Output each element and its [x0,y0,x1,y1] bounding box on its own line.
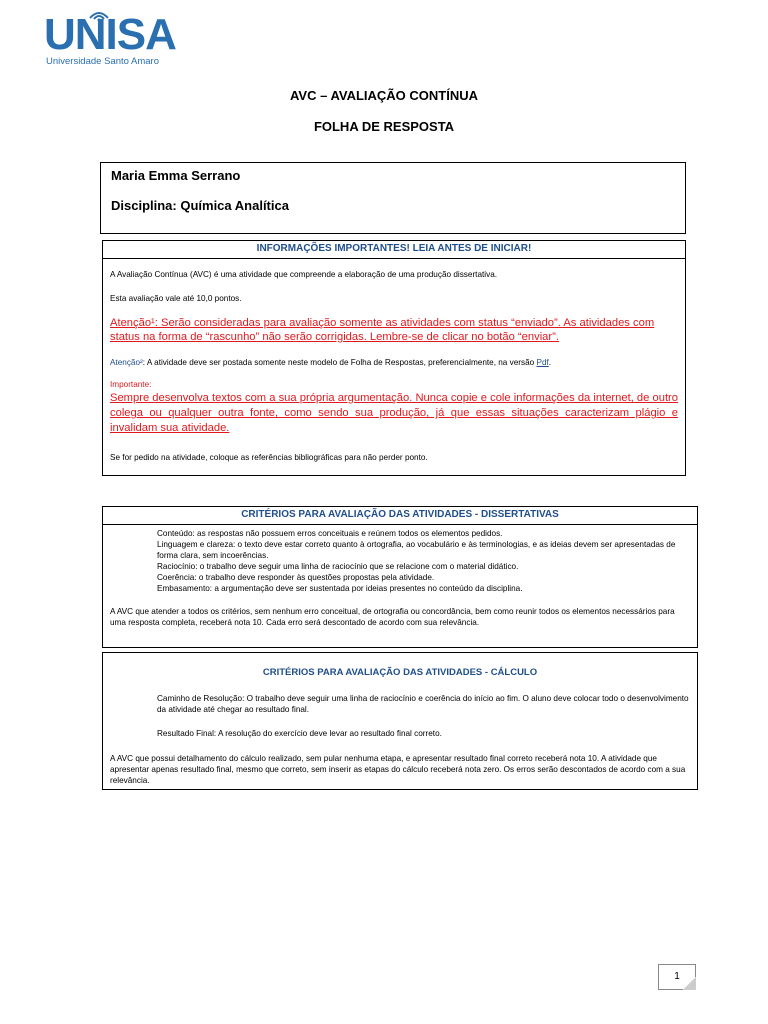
info-paragraph-2: Esta avaliação vale até 10,0 pontos. [110,294,242,303]
important-text: Sempre desenvolva textos com a sua própria argumentação. Nunca copie e cole informações da internet, de outro colega ou qualquer outra fonte, como sendo sua produção, já que essas situações caracterizam plágio e invalidam sua atividade. [110,392,678,434]
criteria-item-language: Linguagem e clareza: o texto deve estar correto quanto à ortografia, ao vocabulário e às terminologias, e as ideias devem ser apresentadas de forma clara, sem incoerências. [157,540,676,560]
criteria-essay-summary: A AVC que atender a todos os critérios, sem nenhum erro conceitual, de ortografia ou concordância, bem como reunir todos os elementos necessários para uma resposta completa, receberá nota 10. Cada erro será descontado de acordo com sua relevância. [110,607,675,627]
criteria-calc-item-path: Caminho de Resolução: O trabalho deve seguir uma linha de raciocínio e coerência do início ao fim. O aluno deve colocar todo o desenvolvimento da atividade até chegar ao resultado final. [157,694,689,714]
criteria-calc-heading: CRITÉRIOS PARA AVALIAÇÃO DAS ATIVIDADES - CÁLCULO [262,667,538,678]
important-info-heading: INFORMAÇÕES IMPORTANTES! LEIA ANTES DE INICIAR! [103,241,685,259]
document-title: AVC – AVALIAÇÃO CONTÍNUA [289,88,479,103]
attention-2-text: : A atividade deve ser postada somente neste modelo de Folha de Respostas, preferencialmente, na versão [142,358,537,367]
page-number: 1 [658,964,696,990]
criteria-essay-heading: CRITÉRIOS PARA AVALIAÇÃO DAS ATIVIDADES - DISSERTATIVAS [103,507,697,525]
discipline: Disciplina: Química Analítica [111,198,289,213]
attention-2 [110,357,678,368]
student-name: Maria Emma Serrano [111,168,241,183]
logo-subtitle: Universidade Santo Amaro [46,56,160,67]
attention-2-label: Atenção² [110,358,143,367]
student-info-box [100,162,686,234]
unisa-logo [44,10,176,68]
criteria-calc-box [102,652,698,790]
logo-wordmark: UNISA [44,10,176,59]
important-label: Importante: [110,380,152,389]
pdf-link[interactable]: Pdf [536,358,549,367]
page-fold-icon [683,977,696,990]
attention-1: Atenção¹: Serão consideradas para avaliação somente as atividades com status “enviado”. As atividades com status na forma de “rascunho” não serão corrigidas. Lembre-se de clicar no botão “enviar”. [110,317,655,343]
attention-2-end: . [548,358,552,367]
criteria-essay-box [102,506,698,648]
info-paragraph-1: A Avaliação Contínua (AVC) é uma atividade que compreende a elaboração de uma produção dissertativa. [110,270,498,279]
references-note: Se for pedido na atividade, coloque as referências bibliográficas para não perder ponto. [110,453,428,462]
criteria-item-coherence: Coerência: o trabalho deve responder às questões propostas pela atividade. [157,573,435,582]
criteria-calc-summary: A AVC que possui detalhamento do cálculo realizado, sem pular nenhuma etapa, e apresentar resultado final correto receberá nota 10. A atividade que apresentar apenas resultado final, mesmo que correto, sem inserir as etapas do cálculo receberá nota zero. Os erros serão descontados de acordo com a sua relevância. [110,754,686,785]
document-subtitle: FOLHA DE RESPOSTA [313,119,455,134]
criteria-item-basis: Embasamento: a argumentação deve ser sustentada por ideias presentes no conteúdo da disciplina. [157,584,523,593]
criteria-item-content: Conteúdo: as respostas não possuem erros conceituais e reúnem todos os elementos pedidos. [157,529,503,538]
criteria-item-reasoning: Raciocínio: o trabalho deve seguir uma linha de raciocínio que se relacione com o material didático. [157,562,519,571]
important-info-box [102,240,686,476]
criteria-calc-item-result: Resultado Final: A resolução do exercício deve levar ao resultado final correto. [157,729,442,738]
